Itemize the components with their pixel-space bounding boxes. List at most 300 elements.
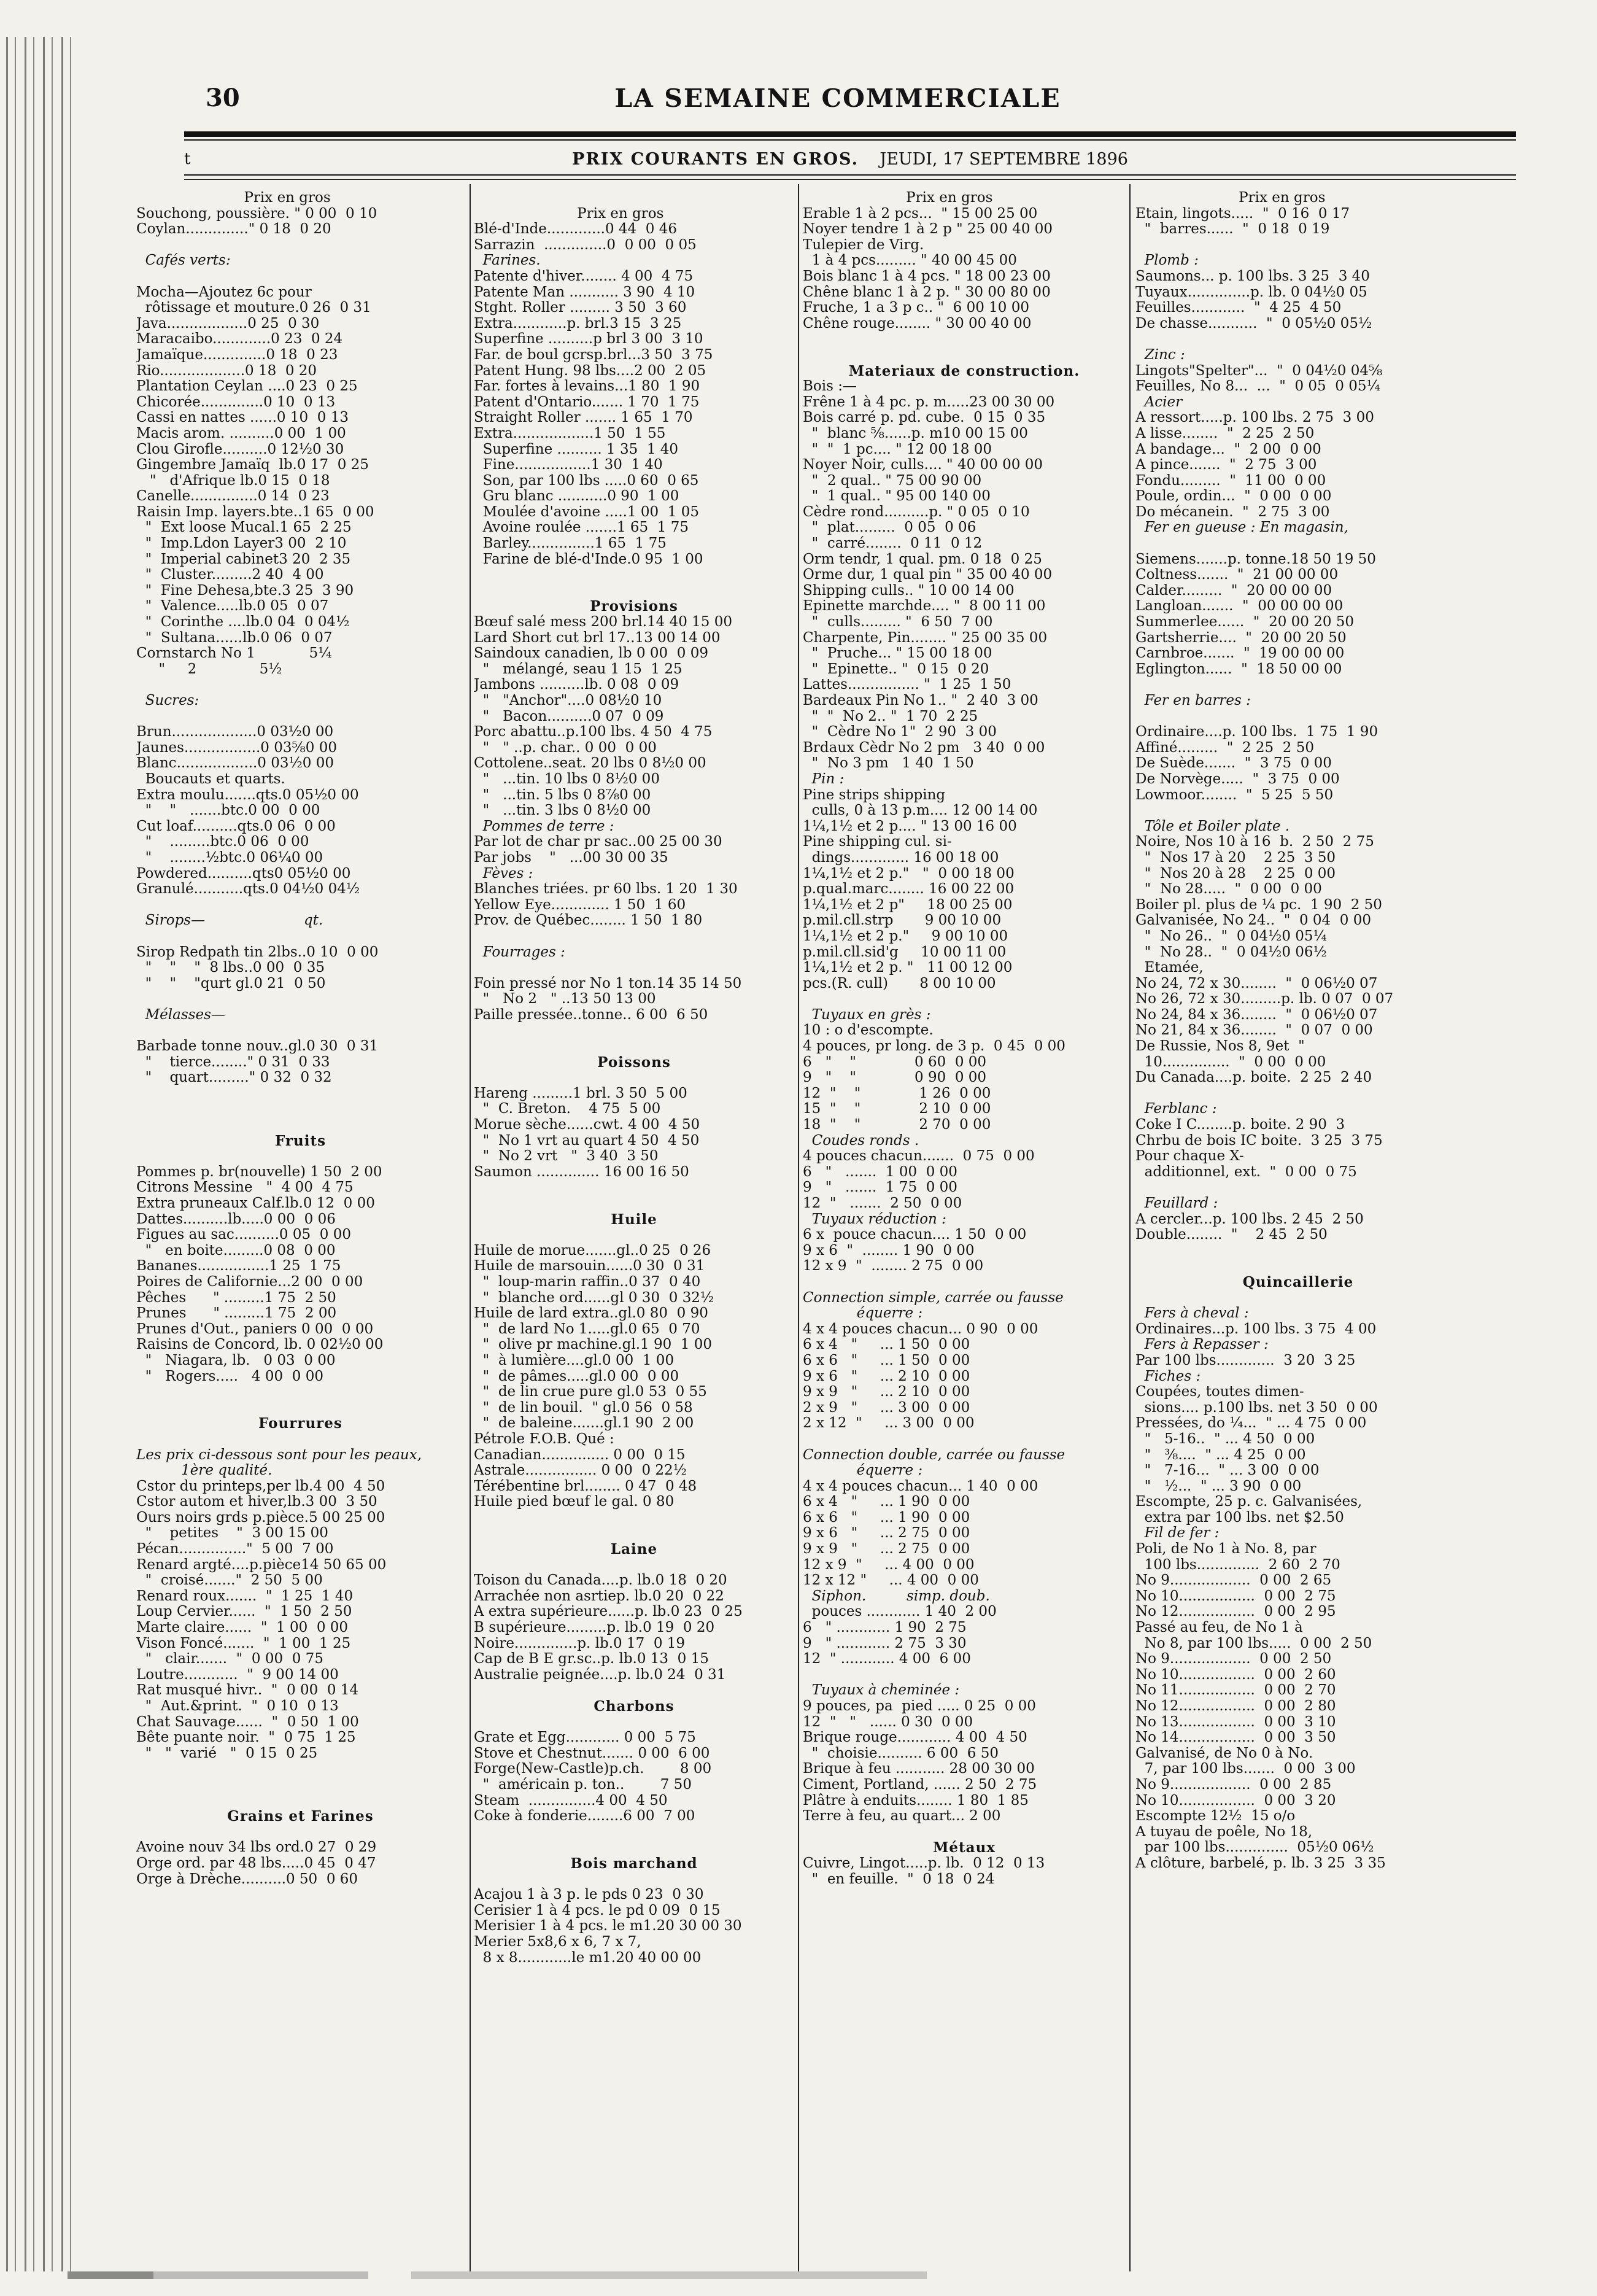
price-line: Patent Hung. 98 lbs....2 00 2 05: [474, 363, 706, 379]
price-line: 9 x 9 " ... 2 75 0 00: [803, 1542, 970, 1557]
price-line: Far. fortes à levains...1 80 1 90: [474, 379, 700, 395]
spacer: [474, 583, 794, 599]
spacer: [474, 1825, 794, 1840]
price-line: Poule, ordin... " 0 00 0 00: [1135, 489, 1332, 505]
price-line: Chrbu de bois IC boite. 3 25 3 75: [1135, 1133, 1383, 1149]
price-line: Fondu......... " 11 00 0 00: [1135, 473, 1326, 489]
spacer: [1135, 1086, 1461, 1102]
price-line: pouces ............ 1 40 2 00: [803, 1604, 997, 1620]
price-line: " " "qurt gl.0 21 0 50: [136, 975, 326, 991]
price-line: Noire..............p. lb.0 17 0 19: [474, 1635, 686, 1651]
category-heading: Fil de fer :: [1135, 1526, 1220, 1542]
price-line: Merisier 1 à 4 pcs. le m1.20 30 00 30: [474, 1918, 742, 1934]
price-list-subhead: [184, 150, 1516, 169]
price-line: Par 100 lbs............. 3 20 3 25: [1135, 1352, 1356, 1368]
price-line: Cèdre rond..........p. " 0 05 0 10: [803, 504, 1030, 520]
price-line: Canadian............... 0 00 0 15: [474, 1447, 686, 1463]
spacer: [136, 238, 465, 254]
price-line: De Suède....... " 3 75 0 00: [1135, 756, 1332, 772]
page-header: [147, 83, 1528, 126]
price-line: B supérieure.........p. lb.0 19 0 20: [474, 1620, 715, 1636]
category-heading: Zinc :: [1135, 347, 1185, 363]
price-line: " Nos 17 à 20 2 25 3 50: [1135, 850, 1336, 866]
price-line: Noire, Nos 10 à 16 b. 2 50 2 75: [1135, 834, 1374, 850]
price-line: pcs.(R. cull) 8 00 10 00: [803, 975, 996, 991]
spacer: [474, 1526, 794, 1542]
price-line: Forge(New-Castle)p.ch. 8 00: [474, 1761, 712, 1777]
price-line: 6 " ....... 1 00 0 00: [803, 1164, 957, 1180]
spacer: [1135, 709, 1461, 725]
price-line: Son, par 100 lbs .....0 60 0 65: [474, 473, 699, 489]
category-heading: Pommes de terre :: [474, 818, 614, 834]
price-line: Far. de boul gcrsp.brl...3 50 3 75: [474, 347, 713, 363]
price-line: " de lin crue pure gl.0 53 0 55: [474, 1384, 707, 1400]
price-column-1: [136, 190, 465, 1887]
price-line: " Imperial cabinet3 20 2 35: [136, 551, 351, 567]
category-heading: Fer en gueuse : En magasin,: [1135, 520, 1348, 536]
price-line: Tuyaux..............p. lb. 0 04½0 05: [1135, 284, 1367, 300]
category-heading: équerre :: [803, 1463, 923, 1479]
price-line: Cstor du printeps,per lb.4 00 4 50: [136, 1478, 385, 1494]
price-line: " Aut.&print. " 0 10 0 13: [136, 1699, 339, 1714]
price-line: No 12................. 0 00 2 95: [1135, 1604, 1336, 1620]
price-line: Pétrole F.O.B. Qué :: [474, 1431, 614, 1447]
spacer: [1135, 1180, 1461, 1196]
price-line: Jambons ..........lb. 0 08 0 09: [474, 677, 679, 693]
price-line: Chêne blanc 1 à 2 p. " 30 00 80 00: [803, 284, 1051, 300]
spacer: [474, 1196, 794, 1212]
price-line: Blanches triées. pr 60 lbs. 1 20 1 30: [474, 882, 738, 898]
price-line: Loup Cervier...... " 1 50 2 50: [136, 1604, 352, 1620]
price-line: Foin pressé nor No 1 ton.14 35 14 50: [474, 975, 742, 991]
price-line: 1¼,1½ et 2 p. " 11 00 12 00: [803, 960, 1013, 976]
price-line: " Sultana......lb.0 06 0 07: [136, 630, 333, 646]
price-line: A cercler...p. 100 lbs. 2 45 2 50: [1135, 1211, 1364, 1227]
price-line: No 9.................. 0 00 2 65: [1135, 1573, 1332, 1589]
price-line: " Epinette.. " 0 15 0 20: [803, 661, 989, 677]
price-line: Brique à feu ........... 28 00 30 00: [803, 1761, 1035, 1777]
spacer: [136, 991, 465, 1007]
price-line: A extra supérieure......p. lb.0 23 0 25: [474, 1604, 743, 1620]
spacer: [136, 1825, 465, 1840]
price-line: Bois carré p. pd. cube. 0 15 0 35: [803, 410, 1046, 426]
price-line: Saindoux canadien, lb 0 00 0 09: [474, 646, 708, 662]
price-line: Lard Short cut brl 17..13 00 14 00: [474, 630, 721, 646]
price-line: Australie peignée....p. lb.0 24 0 31: [474, 1667, 726, 1683]
price-line: Brdaux Cèdr No 2 pm 3 40 0 00: [803, 740, 1045, 756]
price-line: Galvanisé, de No 0 à No.: [1135, 1745, 1313, 1761]
price-line: Poli, de No 1 à No. 8, par: [1135, 1542, 1317, 1557]
price-line: 12 " ....... 2 50 0 00: [803, 1196, 962, 1211]
price-line: A ressort.....p. 100 lbs. 2 75 3 00: [1135, 410, 1374, 426]
price-line: Pressées, do ¼... " ... 4 75 0 00: [1135, 1416, 1367, 1432]
price-line: " olive pr machine.gl.1 90 1 00: [474, 1337, 713, 1353]
price-line: Jamaïque..............0 18 0 23: [136, 347, 338, 363]
price-line: 9 x 6 " ... 2 10 0 00: [803, 1368, 970, 1384]
price-line: Prov. de Québec........ 1 50 1 80: [474, 913, 703, 929]
category-heading: Fiches :: [1135, 1368, 1201, 1384]
price-line: Rat musqué hivr.. " 0 00 0 14: [136, 1683, 359, 1699]
price-line: par 100 lbs.............. 05½0 06½: [1135, 1840, 1374, 1856]
price-line: 9 pouces, pa pied ..... 0 25 0 00: [803, 1699, 1036, 1714]
price-line: Moulée d'avoine .....1 00 1 05: [474, 504, 700, 520]
spacer: [136, 1023, 465, 1039]
category-heading: Acier: [1135, 394, 1183, 410]
price-line: p.qual.marc........ 16 00 22 00: [803, 882, 1015, 898]
price-line: A lisse........ " 2 25 2 50: [1135, 425, 1315, 441]
spacer: [474, 1070, 794, 1086]
price-line: Patent d'Ontario....... 1 70 1 75: [474, 394, 700, 410]
price-line: Cassi en nattes ......0 10 0 13: [136, 410, 349, 426]
price-line: Barbade tonne nouv..gl.0 30 0 31: [136, 1039, 379, 1055]
price-line: Fruche, 1 a 3 p c.. " 6 00 10 00: [803, 300, 1030, 316]
price-line: Extra..................1 50 1 55: [474, 425, 666, 441]
price-line: No 24, 84 x 36........ " 0 06½0 07: [1135, 1007, 1378, 1023]
price-line: 12 " " ...... 0 30 0 00: [803, 1714, 973, 1730]
price-line: 12 " " 1 26 0 00: [803, 1085, 991, 1101]
price-line: 1¼,1½ et 2 p" 18 00 25 00: [803, 897, 1013, 913]
price-line: 9 " ............ 2 75 3 30: [803, 1635, 967, 1651]
price-line: A bandage... " 2 00 0 00: [1135, 441, 1321, 457]
category-heading: Feuillard :: [1135, 1196, 1218, 1211]
spacer: [474, 1840, 794, 1856]
price-line: Vison Foncé....... " 1 00 1 25: [136, 1635, 351, 1651]
price-line: " Bacon..........0 07 0 09: [474, 708, 664, 724]
price-line: Etamée,: [1135, 960, 1204, 976]
price-line: 12 x 9 " ... 4 00 0 00: [803, 1557, 975, 1573]
price-line: Ours noirs grds p.pièce.5 00 25 00: [136, 1510, 385, 1526]
price-line: Boiler pl. plus de ¼ pc. 1 90 2 50: [1135, 897, 1382, 913]
price-line: 100 lbs.............. 2 60 2 70: [1135, 1557, 1340, 1573]
price-line: " d'Afrique lb.0 15 0 18: [136, 473, 330, 489]
price-line: " Niagara, lb. 0 03 0 00: [136, 1352, 336, 1368]
price-line: Bois :—: [803, 379, 857, 395]
price-line: Noyer tendre 1 à 2 p " 25 00 40 00: [803, 222, 1053, 238]
price-line: " No 2 vrt " 3 40 3 50: [474, 1149, 659, 1165]
section-heading: Métaux: [932, 1839, 996, 1856]
price-line: Astrale................ 0 00 0 22½: [474, 1463, 687, 1479]
price-line: Fine.................1 30 1 40: [474, 457, 663, 473]
price-line: Rio...................0 18 0 20: [136, 363, 317, 379]
price-line: " de lard No 1.....gl.0 65 0 70: [474, 1321, 700, 1337]
price-line: Feuilles............ " 4 25 4 50: [1135, 300, 1342, 316]
price-line: Avoine roulée .......1 65 1 75: [474, 520, 689, 536]
spacer: [1135, 1243, 1461, 1259]
price-line: Orge à Drèche..........0 50 0 60: [136, 1871, 358, 1887]
subhead-date: JEUDI, 17 SEPTEMBRE 1896: [880, 150, 1128, 169]
column-divider: [1129, 184, 1131, 2271]
price-line: Huile de marsouin......0 30 0 31: [474, 1259, 705, 1274]
price-line: " " No 2.. " 1 70 2 25: [803, 708, 978, 724]
price-line: 12 x 12 " ... 4 00 0 00: [803, 1573, 979, 1589]
price-line: " ...tin. 3 lbs 0 8½0 00: [474, 803, 651, 819]
category-heading: Ferblanc :: [1135, 1101, 1217, 1117]
price-line: Feuilles, No 8... ... " 0 05 0 05¼: [1135, 379, 1380, 395]
price-line: Patente d'hiver........ 4 00 4 75: [474, 268, 694, 284]
price-line: Summerlee...... " 20 00 20 50: [1135, 615, 1355, 630]
price-line: culls, 0 à 13 p.m.... 12 00 14 00: [803, 803, 1038, 819]
section-heading: Bois marchand: [570, 1855, 698, 1872]
price-line: A pince....... " 2 75 3 00: [1135, 457, 1317, 473]
price-line: " à lumière....gl.0 00 1 00: [474, 1352, 675, 1368]
price-line: No 26, 72 x 30.........p. lb. 0 07 0 07: [1135, 991, 1394, 1007]
price-line: Superfine ..........p brl 3 00 3 10: [474, 332, 703, 347]
price-line: Escompte, 25 p. c. Galvanisées,: [1135, 1494, 1363, 1510]
price-line: Bardeaux Pin No 1.. " 2 40 3 00: [803, 693, 1038, 708]
price-line: Morue sèche......cwt. 4 00 4 50: [474, 1117, 700, 1133]
price-line: Saumons... p. 100 lbs. 3 25 3 40: [1135, 268, 1370, 284]
price-line: Marte claire...... " 1 00 0 00: [136, 1620, 349, 1636]
price-line: " Cèdre No 1" 2 90 3 00: [803, 724, 997, 740]
price-line: 12 x 9 " ........ 2 75 0 00: [803, 1259, 984, 1274]
price-line: Souchong, poussière. " 0 00 0 10: [136, 206, 377, 222]
category-heading: Tuyaux à cheminée :: [803, 1683, 960, 1699]
price-line: " 7-16... " ... 3 00 0 00: [1135, 1463, 1320, 1479]
category-heading: Sirops— qt.: [136, 913, 323, 929]
category-heading: Fers à cheval :: [1135, 1306, 1249, 1322]
price-line: " No 3 pm 1 40 1 50: [803, 756, 974, 772]
price-line: Farine de blé-d'Inde.0 95 1 00: [474, 551, 703, 567]
price-line: Barley...............1 65 1 75: [474, 536, 667, 552]
price-line: Prix en gros: [803, 190, 993, 206]
price-line: 7, par 100 lbs....... 0 00 3 00: [1135, 1761, 1356, 1777]
price-line: 2 x 9 " ... 3 00 0 00: [803, 1400, 970, 1416]
price-line: Powdered..........qts0 05½0 00: [136, 866, 351, 882]
section-heading: Fourrures: [258, 1415, 342, 1432]
price-line: Gru blanc ...........0 90 1 00: [474, 489, 679, 505]
price-line: Dattes..........lb.....0 00 0 06: [136, 1211, 336, 1227]
price-line: " No 2 " ..13 50 13 00: [474, 991, 656, 1007]
price-line: Brique rouge............ 4 00 4 50: [803, 1730, 1027, 1746]
price-line: 6 x pouce chacun.... 1 50 0 00: [803, 1227, 1027, 1243]
price-line: " ½... " ... 3 90 0 00: [1135, 1478, 1302, 1494]
category-heading: Tôle et Boiler plate .: [1135, 818, 1290, 834]
price-line: Noyer Noir, culls.... " 40 00 00 00: [803, 457, 1043, 473]
spacer: [803, 991, 1126, 1007]
section-heading: Laine: [610, 1541, 658, 1558]
price-line: Prix en gros: [1135, 190, 1326, 206]
price-line: Erable 1 à 2 pcs... " 15 00 25 00: [803, 206, 1038, 222]
price-line: 6 x 4 " ... 1 90 0 00: [803, 1494, 970, 1510]
spacer: [136, 1101, 465, 1117]
price-line: Bananes................1 25 1 75: [136, 1259, 341, 1274]
price-line: Sarrazin ..............0 0 00 0 05: [474, 237, 697, 253]
price-line: " Pruche... " 15 00 18 00: [803, 646, 992, 662]
price-line: Prix en gros: [136, 190, 331, 206]
price-line: No 10................. 0 00 3 20: [1135, 1793, 1336, 1809]
spacer: [136, 677, 465, 693]
spacer: [1135, 1290, 1461, 1306]
price-line: Ordinaires...p. 100 lbs. 3 75 4 00: [1135, 1321, 1377, 1337]
price-line: Figues au sac..........0 05 0 00: [136, 1227, 351, 1243]
spacer: [136, 269, 465, 285]
column-divider: [798, 184, 799, 2271]
price-line: Siemens.......p. tonne.18 50 19 50: [1135, 551, 1376, 567]
price-line: No 24, 72 x 30........ " 0 06½0 07: [1135, 975, 1378, 991]
price-line: Clou Girofle..........0 12½0 30: [136, 441, 344, 457]
price-line: additionnel, ext. " 0 00 0 75: [1135, 1164, 1357, 1180]
spacer: [1135, 238, 1461, 254]
price-line: Coke I C........p. boite. 2 90 3: [1135, 1117, 1345, 1133]
price-line: Escompte 12½ 15 o/o: [1135, 1809, 1296, 1825]
price-line: Huile de morue.......gl..0 25 0 26: [474, 1243, 711, 1259]
price-line: 12 " ............ 4 00 6 00: [803, 1651, 971, 1667]
price-line: " plat......... 0 05 0 06: [803, 520, 976, 536]
price-line: Cerisier 1 à 4 pcs. le pd 0 09 0 15: [474, 1902, 721, 1918]
price-line: Granulé...........qts.0 04½0 04½: [136, 882, 360, 898]
price-line: Orge ord. par 48 lbs.....0 45 0 47: [136, 1855, 376, 1871]
price-line: " No 28..... " 0 00 0 00: [1135, 882, 1322, 898]
price-line: Bois blanc 1 à 4 pcs. " 18 00 23 00: [803, 268, 1051, 284]
price-line: Brun...................0 03½0 00: [136, 724, 334, 740]
price-line: Pêches " .........1 75 2 50: [136, 1290, 336, 1306]
section-heading: Charbons: [594, 1698, 675, 1715]
price-line: Par jobs " ...00 30 00 35: [474, 850, 668, 866]
price-line: Poires de Californie...2 00 0 00: [136, 1274, 363, 1290]
price-line: 1 à 4 pcs......... " 40 00 45 00: [803, 253, 1017, 269]
category-heading: Plomb :: [1135, 253, 1199, 269]
category-heading: 1ère qualité.: [136, 1463, 273, 1479]
section-heading: Materiaux de construction.: [848, 362, 1080, 379]
price-line: No 9.................. 0 00 2 50: [1135, 1651, 1332, 1667]
spacer: [474, 960, 794, 976]
category-heading: Farines.: [474, 253, 541, 269]
category-heading: Les prix ci-dessous sont pour les peaux,: [136, 1447, 422, 1463]
price-line: " "Anchor"....0 08½0 10: [474, 693, 662, 708]
price-line: No 21, 84 x 36........ " 0 07 0 00: [1135, 1023, 1373, 1039]
price-line: Cornstarch No 1 5¼: [136, 646, 332, 662]
price-line: Orm tendr, 1 qual. pm. 0 18 0 25: [803, 551, 1042, 567]
spacer: [1135, 536, 1461, 552]
price-line: Java..................0 25 0 30: [136, 316, 320, 332]
category-heading: Sucres:: [136, 693, 199, 708]
price-line: " de pâmes.....gl.0 00 0 00: [474, 1368, 679, 1384]
price-line: " culls......... " 6 50 7 00: [803, 615, 993, 630]
spacer: [1135, 677, 1461, 693]
spacer: [136, 1400, 465, 1416]
price-line: " mélangé, seau 1 15 1 25: [474, 661, 682, 677]
price-line: " Cluster.........2 40 4 00: [136, 567, 324, 583]
price-line: " No 26.. " 0 04½0 05¼: [1135, 928, 1327, 944]
price-column-3: [803, 190, 1126, 1887]
price-line: Lingots"Spelter"... " 0 04½0 04⅝: [1135, 363, 1383, 379]
price-line: " de lin bouil. " gl.0 56 0 58: [474, 1400, 693, 1416]
price-line: 1¼,1½ et 2 p." " 0 00 18 00: [803, 866, 1015, 882]
price-line: " Nos 20 à 28 2 25 0 00: [1135, 866, 1336, 882]
section-heading: Grains et Farines: [227, 1808, 374, 1825]
price-line: Patente Man ........... 3 90 4 10: [474, 284, 695, 300]
price-line: Arrachée non asrtiep. lb.0 20 0 22: [474, 1588, 724, 1604]
spacer: [803, 1667, 1126, 1683]
price-line: Coupées, toutes dimen-: [1135, 1384, 1304, 1400]
spacer: [474, 1872, 794, 1888]
price-line: De chasse........... " 0 05½0 05½: [1135, 316, 1372, 332]
price-line: " carré........ 0 11 0 12: [803, 536, 983, 552]
category-heading: équerre :: [803, 1306, 923, 1322]
price-line: Bœuf salé mess 200 brl.14 40 15 00: [474, 615, 733, 630]
price-line: " en boite.........0 08 0 00: [136, 1243, 336, 1259]
price-line: 9 x 6 " ... 2 75 0 00: [803, 1526, 970, 1542]
price-line: " ...tin. 5 lbs 0 8⅞0 00: [474, 787, 651, 803]
price-line: A clôture, barbelé, p. lb. 3 25 3 35: [1135, 1855, 1386, 1871]
price-line: Extra pruneaux Calf.lb.0 12 0 00: [136, 1196, 375, 1211]
spacer: [136, 1117, 465, 1133]
price-line: 9 " ....... 1 75 0 00: [803, 1180, 957, 1196]
price-line: Cut loaf..........qts.0 06 0 00: [136, 818, 336, 834]
category-heading: Tuyaux réduction :: [803, 1211, 946, 1227]
category-heading: Fourrages :: [474, 944, 565, 960]
price-line: Pécan..............." 5 00 7 00: [136, 1542, 334, 1557]
price-line: Frêne 1 à 4 pc. p. m.....23 00 30 00: [803, 394, 1055, 410]
price-line: 6 " ............ 1 90 2 75: [803, 1620, 967, 1636]
price-line: " No 28.. " 0 04½0 06½: [1135, 944, 1327, 960]
price-line: " " ..p. char.. 0 00 0 00: [474, 740, 657, 756]
price-line: Macis arom. ..........0 00 1 00: [136, 425, 346, 441]
price-line: 10............... " 0 00 0 00: [1135, 1054, 1326, 1070]
price-line: Shipping culls.. " 10 00 14 00: [803, 583, 1015, 599]
price-line: sions.... p.100 lbs. net 3 50 0 00: [1135, 1400, 1378, 1416]
price-line: Raisin Imp. layers.bte..1 65 0 00: [136, 504, 374, 520]
price-line: Carnbroe....... " 19 00 00 00: [1135, 646, 1345, 662]
category-heading: Siphon. simp. doub.: [803, 1588, 990, 1604]
price-line: 8 x 8............le m1.20 40 00 00: [474, 1950, 702, 1966]
price-line: " " " 8 lbs..0 00 0 35: [136, 960, 325, 976]
column-divider: [470, 184, 471, 2271]
price-line: " de baleine.......gl.1 90 2 00: [474, 1416, 694, 1432]
price-line: Renard argté....p.pièce14 50 65 00: [136, 1557, 387, 1573]
category-heading: Tuyaux en grès :: [803, 1007, 931, 1023]
price-line: " 2 qual.. " 75 00 90 00: [803, 473, 982, 489]
spacer: [136, 1793, 465, 1809]
price-line: " ........½btc.0 06¼0 00: [136, 850, 323, 866]
spacer: [136, 898, 465, 913]
price-line: Jaunes.................0 03⅝0 00: [136, 740, 337, 756]
price-line: Coltness....... " 21 00 00 00: [1135, 567, 1339, 583]
price-line: " Rogers..... 4 00 0 00: [136, 1368, 323, 1384]
price-line: Citrons Messine " 4 00 4 75: [136, 1180, 354, 1196]
price-line: " Fine Dehesa,bte.3 25 3 90: [136, 583, 354, 599]
price-line: " blanc ⅝......p. m10 00 15 00: [803, 425, 1028, 441]
price-line: Straight Roller ....... 1 65 1 70: [474, 410, 693, 426]
spacer: [136, 709, 465, 725]
price-line: 6 x 6 " ... 1 50 0 00: [803, 1352, 970, 1368]
price-line: Pommes p. br(nouvelle) 1 50 2 00: [136, 1164, 382, 1180]
spacer: [136, 1761, 465, 1777]
price-line: " américain p. ton.. 7 50: [474, 1777, 692, 1793]
spacer: [1135, 1259, 1461, 1274]
price-line: Extra............p. brl.3 15 3 25: [474, 316, 682, 332]
price-line: Térébentine brl........ 0 47 0 48: [474, 1478, 697, 1494]
price-line: rôtissage et mouture.0 26 0 31: [136, 300, 371, 316]
price-line: Cap de B E gr.sc..p. lb.0 13 0 15: [474, 1651, 709, 1667]
price-line: " Imp.Ldon Layer3 00 2 10: [136, 536, 347, 552]
price-line: " clair....... " 0 00 0 75: [136, 1651, 323, 1667]
price-line: " 2 5½: [136, 661, 282, 677]
price-line: 6 x 6 " ... 1 90 0 00: [803, 1510, 970, 1526]
price-line: Renard roux....... " 1 25 1 40: [136, 1588, 354, 1604]
price-line: Superfine .......... 1 35 1 40: [474, 441, 679, 457]
price-line: Prix en gros: [474, 206, 664, 222]
section-heading: Provisions: [590, 598, 678, 615]
price-line: p.mil.cll.strp 9 00 10 00: [803, 913, 1002, 929]
price-line: No 14................. 0 00 3 50: [1135, 1730, 1336, 1746]
price-line: Passé au feu, de No 1 à: [1135, 1620, 1303, 1636]
price-line: No 8, par 100 lbs..... 0 00 2 50: [1135, 1635, 1372, 1651]
price-line: Chicorée..............0 10 0 13: [136, 394, 336, 410]
spacer: [1135, 803, 1461, 819]
price-line: No 9.................. 0 00 2 85: [1135, 1777, 1332, 1793]
price-line: Coylan.............." 0 18 0 20: [136, 222, 331, 238]
